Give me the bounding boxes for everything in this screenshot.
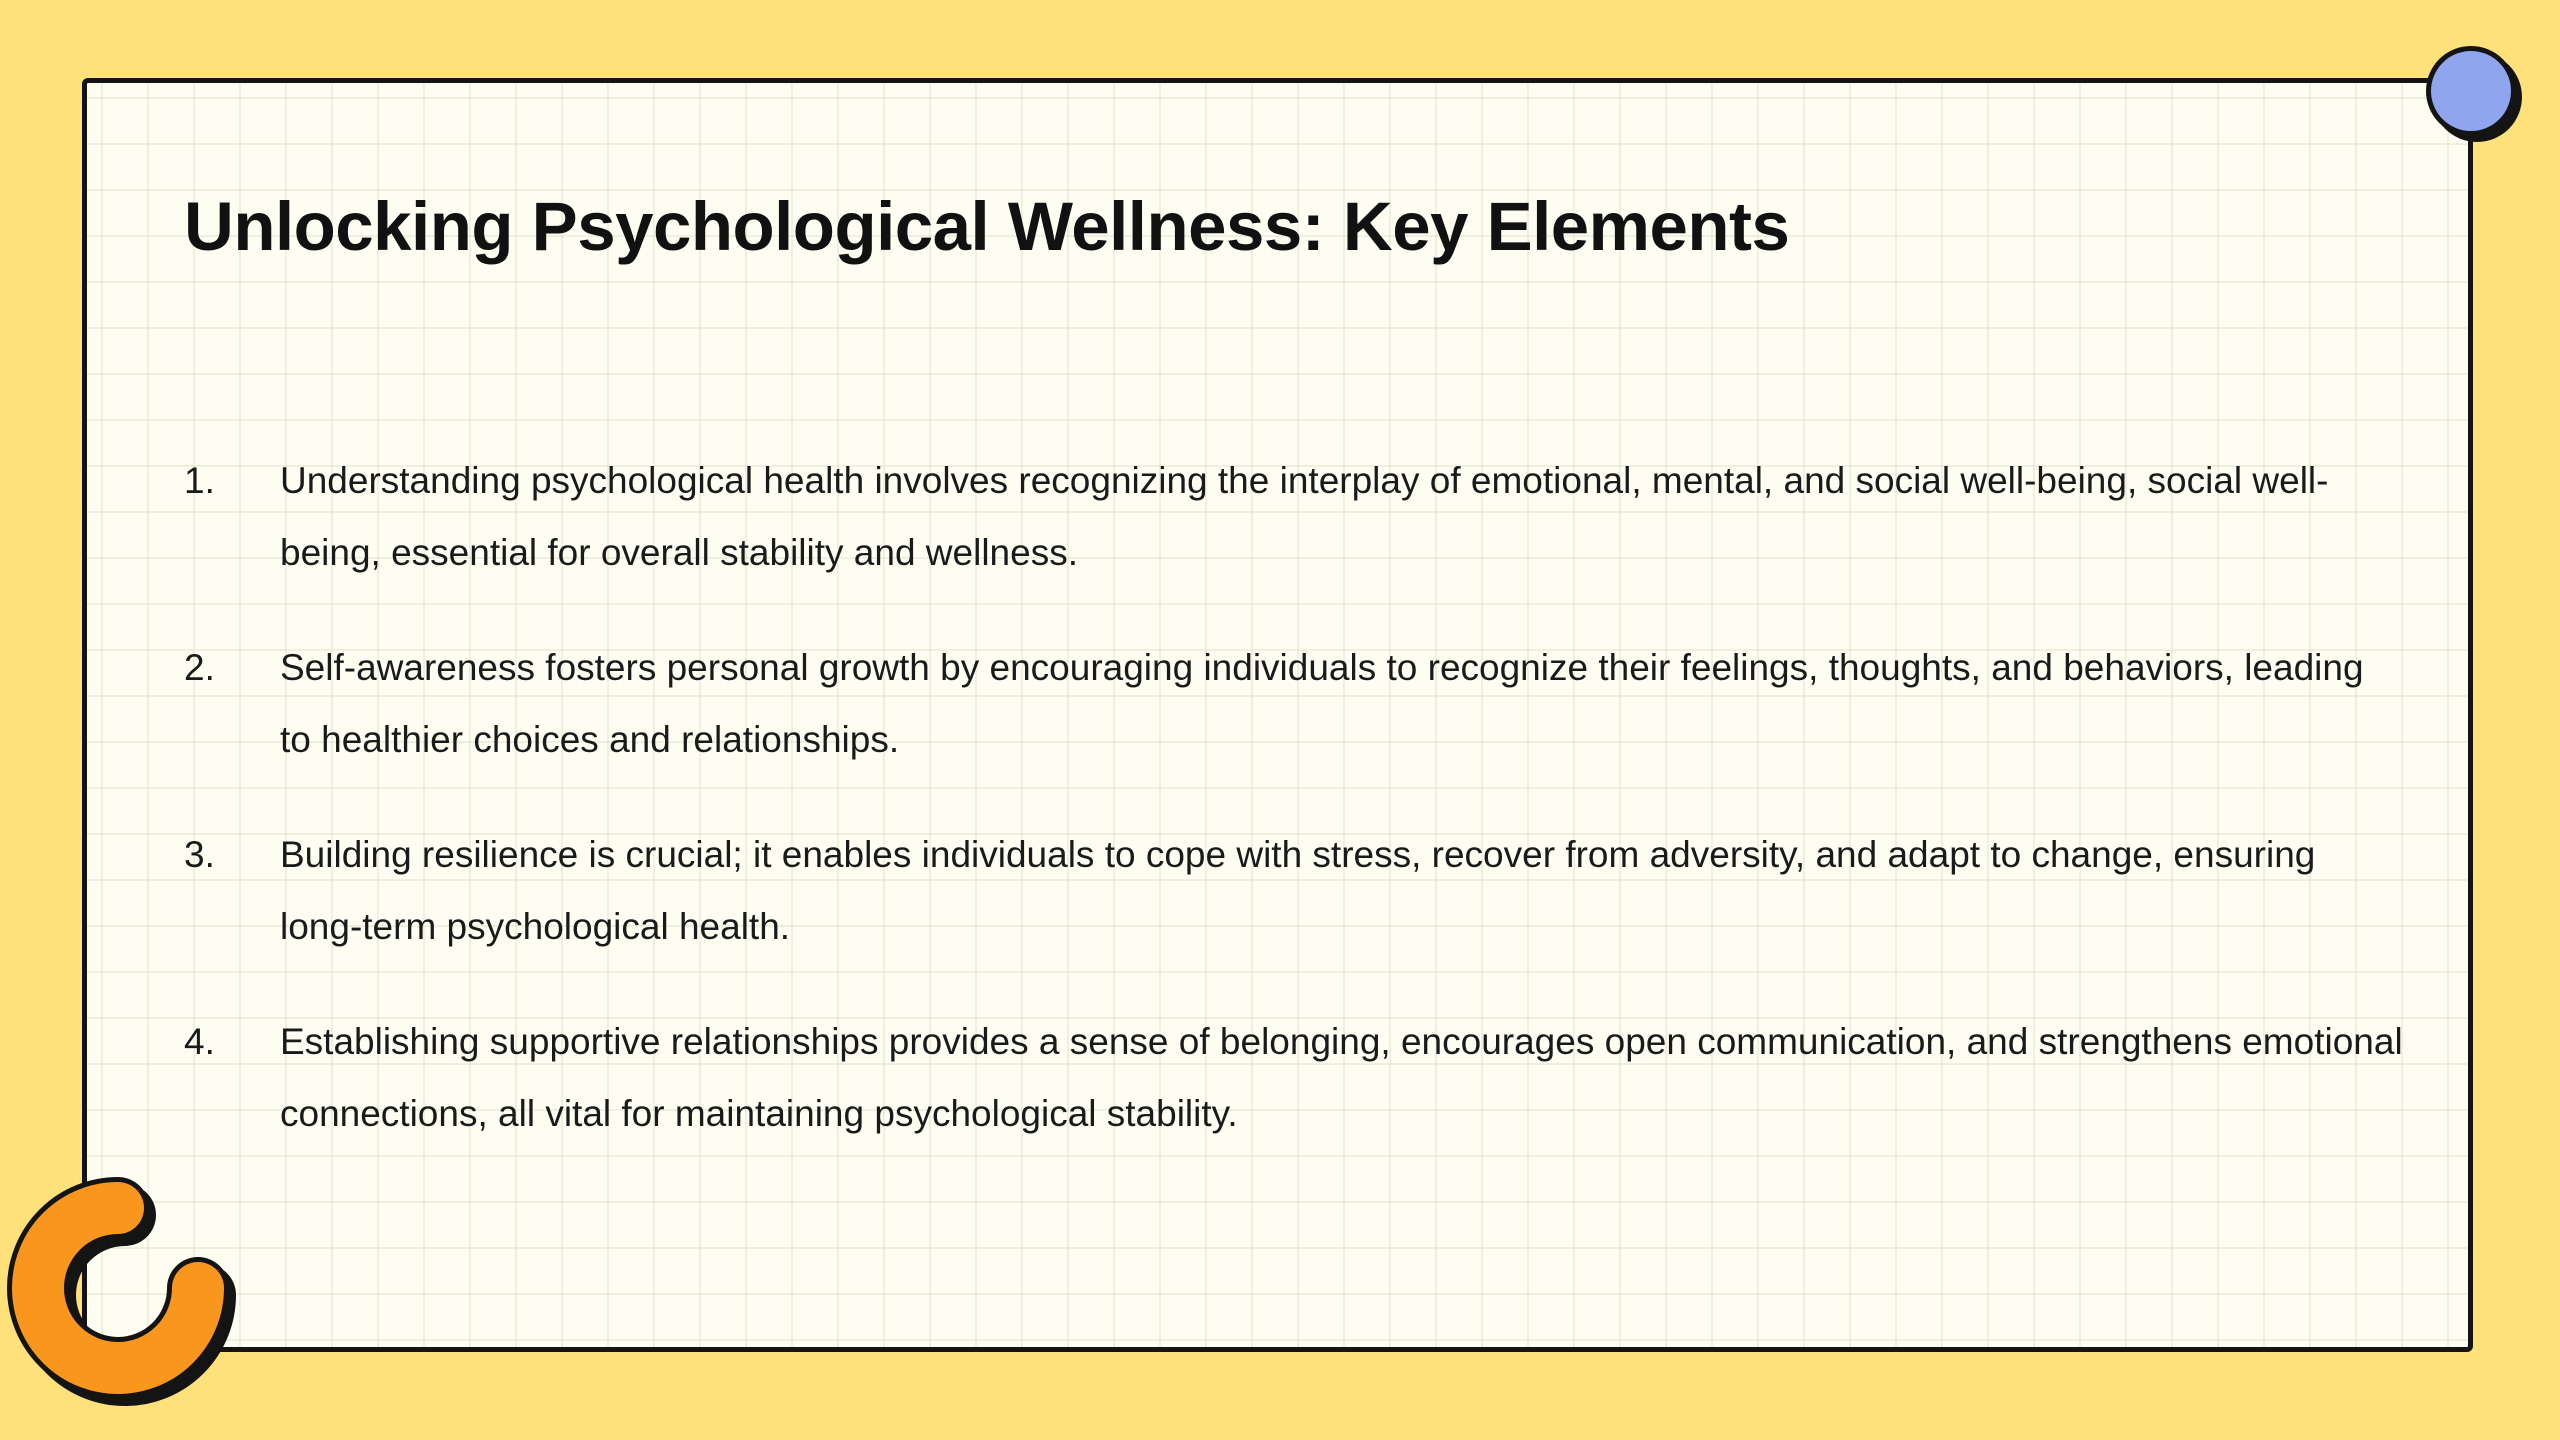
list-item-text: Building resilience is crucial; it enables individuals to cope with stress, recover from adversity, and adapt to change, ensuring long-term psychological health. xyxy=(280,834,2316,947)
list-item xyxy=(184,445,2404,589)
list-item-text: Establishing supportive relationships provides a sense of belonging, encourages open communication, and strengthens emotional connections, all vital for maintaining psychological stability. xyxy=(280,1021,2403,1134)
slide-title: Unlocking Psychological Wellness: Key Elements xyxy=(184,188,1790,265)
list-item-text: Self-awareness fosters personal growth by encouraging individuals to recognize their feelings, thoughts, and behaviors, leading to healthier choices and relationships. xyxy=(280,647,2364,760)
list-item-number: 2. xyxy=(184,647,215,688)
list-item xyxy=(184,1006,2404,1150)
list-item-number: 4. xyxy=(184,1021,215,1062)
list-item xyxy=(184,632,2404,776)
orange-arc-icon xyxy=(14,1170,224,1410)
slide-card xyxy=(82,78,2473,1352)
list-item-text: Understanding psychological health involves recognizing the interplay of emotional, mental, and social well-being, social well-being, essential for overall stability and wellness. xyxy=(280,460,2329,573)
list-item-number: 1. xyxy=(184,460,215,501)
list-item xyxy=(184,819,2404,963)
key-points-list xyxy=(184,445,2404,1193)
list-item-number: 3. xyxy=(184,834,215,875)
blue-circle-icon xyxy=(2426,46,2516,136)
